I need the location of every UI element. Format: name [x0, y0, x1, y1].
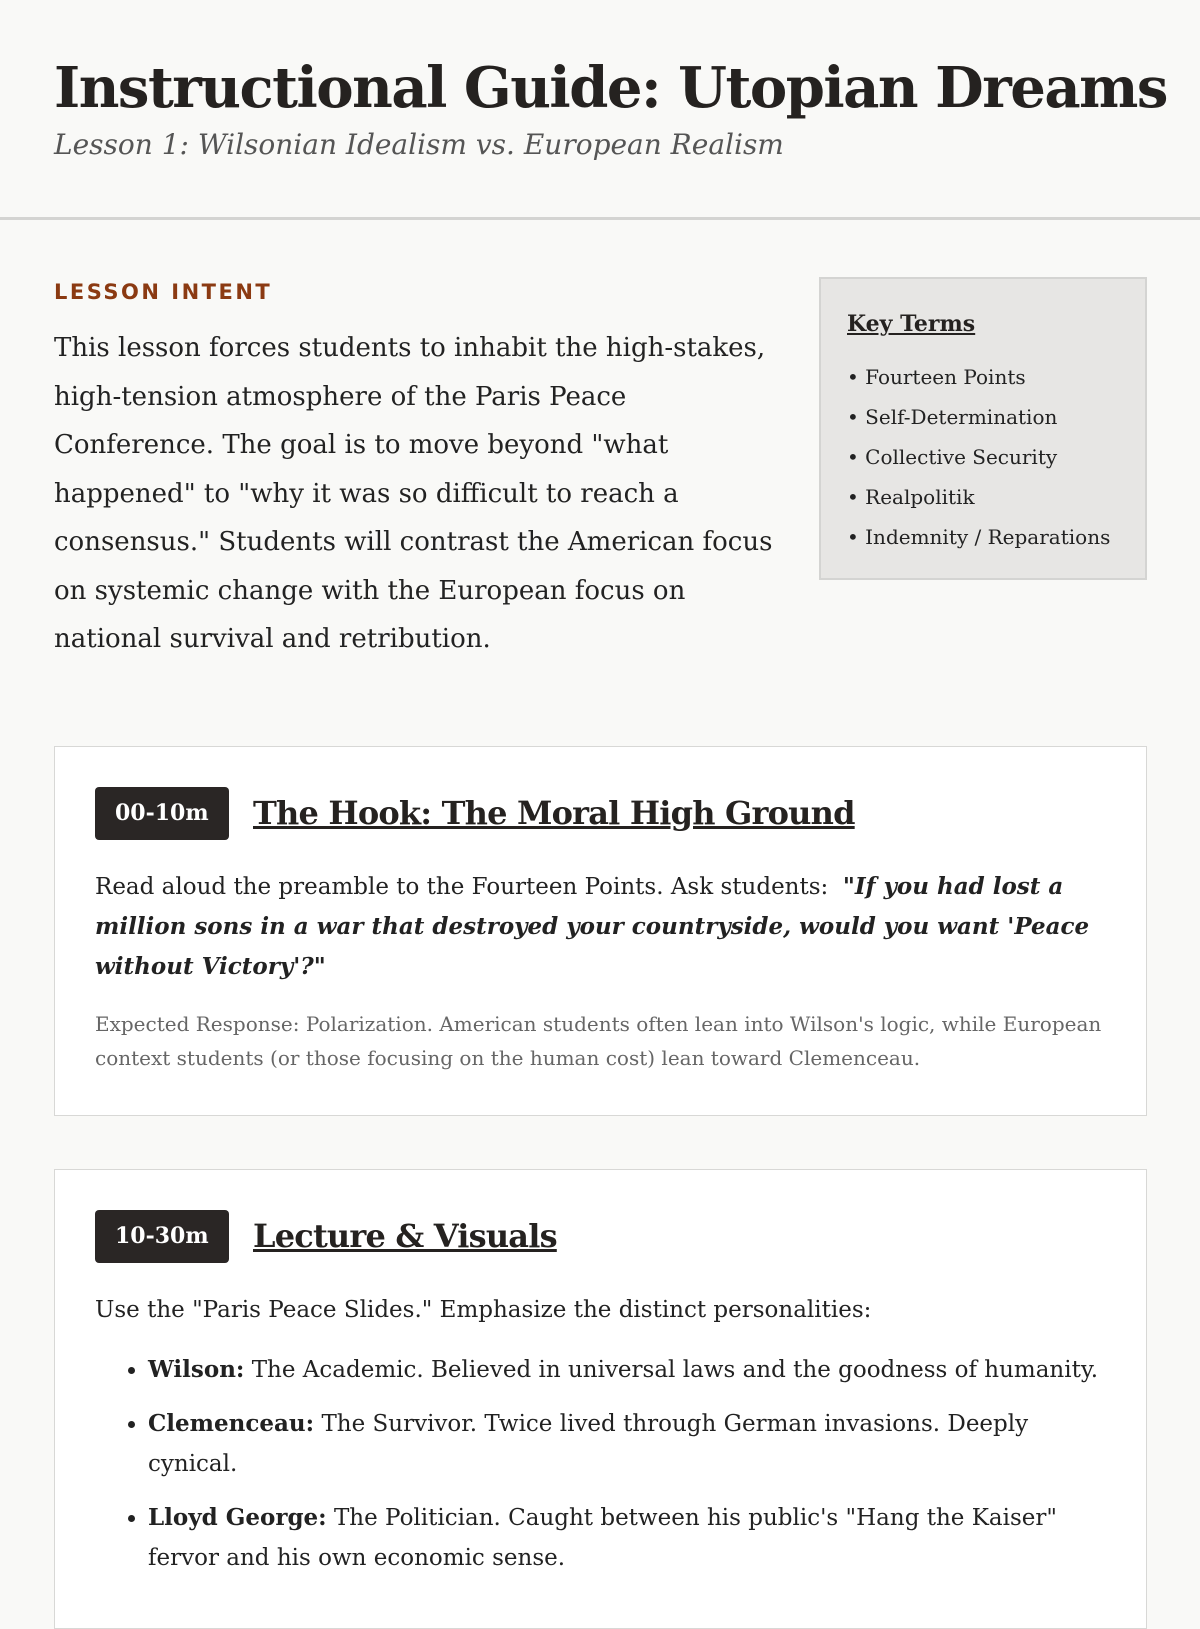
key-terms-list — [847, 357, 1119, 557]
key-term-item: • Fourteen Points — [847, 357, 1119, 397]
section-heading: Lecture & Visuals — [253, 1217, 557, 1255]
page-title: Instructional Guide: Utopian Dreams — [54, 55, 1167, 121]
hook-prompt: "If you had lost a million sons in a war that destroyed your countryside, would you want 'Peace without Victory'?" — [95, 873, 1090, 980]
persona-desc: The Academic. Believed in universal laws and the goodness of humanity. — [251, 1357, 1099, 1383]
key-term-item: • Indemnity / Reparations — [847, 517, 1119, 557]
section-intro: Use the "Paris Peace Slides." Emphasize the distinct personalities: — [95, 1297, 872, 1323]
persona-name: Clemenceau: — [148, 1410, 315, 1437]
section-intro — [95, 867, 1105, 987]
hook-instruction: Read aloud the preamble to the Fourteen Points. Ask students: — [95, 874, 829, 900]
persona-name: Wilson: — [148, 1356, 245, 1383]
key-terms-box — [819, 277, 1147, 580]
list-item — [148, 1350, 1105, 1390]
lesson-intent-label: LESSON INTENT — [54, 280, 273, 304]
time-badge: 00-10m — [95, 787, 229, 840]
page-header — [0, 0, 1200, 220]
section-heading: The Hook: The Moral High Ground — [253, 794, 855, 832]
key-term-item: • Self-Determination — [847, 397, 1119, 437]
list-item — [148, 1498, 1105, 1578]
time-badge: 10-30m — [95, 1210, 229, 1263]
section-card-hook — [54, 746, 1147, 1116]
personality-list — [95, 1350, 1105, 1578]
key-terms-title: Key Terms — [847, 311, 976, 337]
persona-desc: The Politician. Caught between his public's "Hang the Kaiser" fervor and his own economic sense. — [148, 1505, 1057, 1571]
expected-response: Expected Response: Polarization. American students often lean into Wilson's logic, while European context students (or those focusing on the human cost) lean toward Clemenceau. — [95, 1012, 1102, 1070]
lesson-intent-text: This lesson forces students to inhabit the high-stakes, high-tension atmosphere of the Paris Peace Conference. The goal is to move beyond "what happened" to "why it was so difficult to reach a consensus." Students will contrast the American focus on systemic change with the European focus on national survival and retribution. — [54, 333, 773, 654]
section-card-lecture — [54, 1169, 1147, 1629]
page-subtitle: Lesson 1: Wilsonian Idealism vs. European Realism — [54, 128, 784, 161]
key-term-item: • Collective Security — [847, 437, 1119, 477]
section-body — [95, 867, 1105, 1075]
list-item — [148, 1404, 1105, 1484]
section-body — [95, 1290, 1105, 1592]
key-term-item: • Realpolitik — [847, 477, 1119, 517]
persona-name: Lloyd George: — [148, 1504, 327, 1531]
persona-desc: The Survivor. Twice lived through German invasions. Deeply cynical. — [148, 1411, 1029, 1477]
